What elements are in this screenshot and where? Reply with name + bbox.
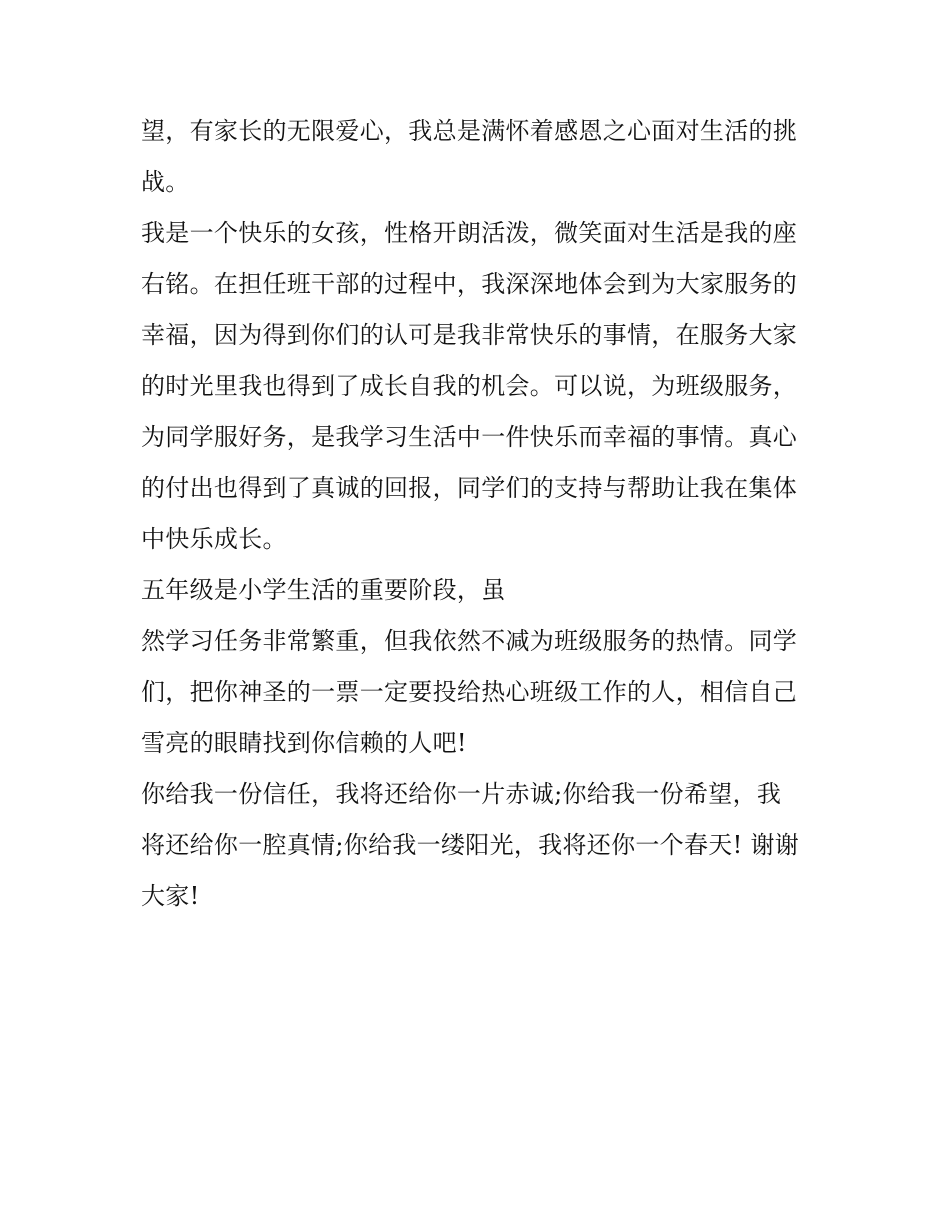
text-line: 们，把你神圣的一票一定要投给热心班级工作的人，相信自己 — [141, 678, 798, 706]
text-line: 的时光里我也得到了成长自我的机会。可以说，为班级服务， — [141, 372, 798, 400]
text-line: 幸福，因为得到你们的认可是我非常快乐的事情，在服务大家 — [141, 321, 798, 349]
text-line: 右铭。在担任班干部的过程中，我深深地体会到为大家服务的 — [141, 270, 798, 298]
speech-text-body — [141, 106, 831, 922]
text-line: 大家! — [141, 882, 200, 910]
text-line: 然学习任务非常繁重，但我依然不减为班级服务的热情。同学 — [141, 627, 798, 655]
text-line: 我是一个快乐的女孩，性格开朗活泼，微笑面对生活是我的座 — [141, 219, 798, 247]
text-line: 的付出也得到了真诚的回报，同学们的支持与帮助让我在集体 — [141, 474, 798, 502]
text-line: 你给我一份信任，我将还给你一片赤诚;你给我一份希望，我 — [141, 780, 782, 808]
text-line: 为同学服好务，是我学习生活中一件快乐而幸福的事情。真心 — [141, 423, 798, 451]
text-line: 将还给你一腔真情;你给我一缕阳光，我将还你一个春天! 谢谢 — [141, 831, 800, 859]
text-line: 中快乐成长。 — [141, 525, 287, 553]
text-line: 战。 — [141, 168, 190, 196]
text-line: 五年级是小学生活的重要阶段，虽 — [141, 576, 506, 604]
text-line: 望，有家长的无限爱心，我总是满怀着感恩之心面对生活的挑 — [141, 117, 798, 145]
text-line: 雪亮的眼睛找到你信赖的人吧! — [141, 729, 467, 757]
